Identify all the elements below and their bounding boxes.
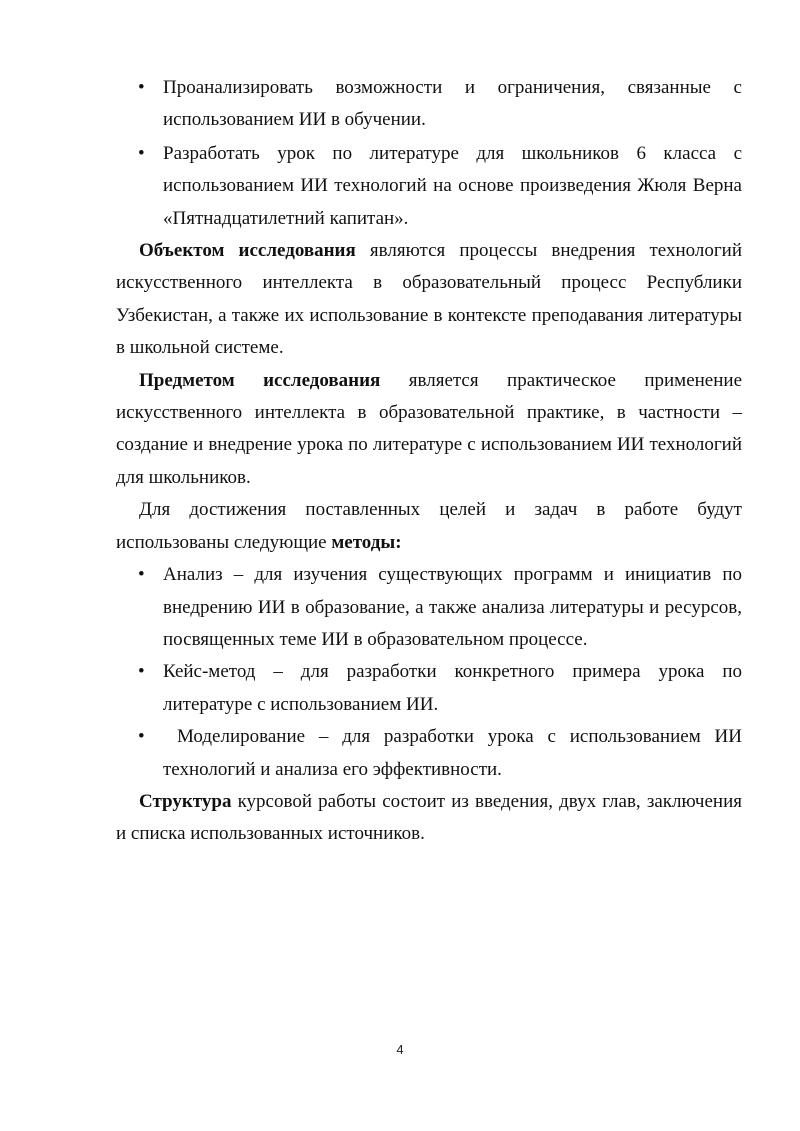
bullet-icon: • bbox=[138, 142, 145, 164]
methods-intro-text: Для достижения поставленных целей и задач в работе будут использованы следующие bbox=[116, 499, 742, 553]
bullet-icon: • bbox=[138, 661, 145, 683]
bullet-icon: • bbox=[138, 726, 145, 748]
list-item-text: Проанализировать возможности и ограничения, связанные с использованием ИИ в обучении. bbox=[163, 77, 742, 131]
subject-paragraph bbox=[116, 365, 742, 495]
subject-term: Предметом исследования bbox=[139, 369, 381, 391]
object-text: являются процессы внедрения технологий искусственного интеллекта в образовательный процесс Республики Узбекистан, а также их использование в контексте преподавания литературы в школьной системе. bbox=[116, 240, 742, 359]
structure-text: курсовой работы состоит из введения, двух глав, заключения и списка использованных источников. bbox=[116, 790, 742, 845]
methods-intro-paragraph bbox=[116, 494, 742, 559]
bullet-icon: • bbox=[138, 77, 145, 98]
list-item bbox=[116, 138, 742, 235]
list-item-text: Анализ – для изучения существующих программ и инициатив по внедрению ИИ в образование, а также анализа литературы и ресурсов, посвященных теме ИИ в образовательном процессе. bbox=[163, 564, 742, 650]
list-item bbox=[116, 72, 742, 137]
list-item bbox=[116, 656, 742, 721]
object-term: Объектом исследования bbox=[139, 240, 356, 262]
methods-list bbox=[116, 559, 742, 786]
structure-term: Структура bbox=[139, 790, 232, 812]
bullet-icon: • bbox=[138, 564, 145, 586]
page-number: 4 bbox=[396, 1042, 404, 1057]
list-item bbox=[116, 559, 742, 656]
methods-term: методы: bbox=[331, 531, 402, 553]
structure-paragraph bbox=[116, 786, 742, 851]
list-item-text: Кейс-метод – для разработки конкретного примера урока по литературе с использованием ИИ. bbox=[163, 661, 742, 715]
subject-text: является практическое применение искусственного интеллекта в образовательной практике, в частности – создание и внедрение урока по литературе с использованием ИИ технологий для школьников. bbox=[116, 369, 742, 488]
page-content bbox=[116, 72, 742, 851]
list-item bbox=[116, 721, 742, 786]
list-item-text: Моделирование – для разработки урока с использованием ИИ технологий и анализа его эффективности. bbox=[163, 726, 742, 780]
list-item-text: Разработать урок по литературе для школьников 6 класса с использованием ИИ технологий на основе произведения Жюля Верна «Пятнадцатилетний капитан». bbox=[163, 142, 742, 229]
object-paragraph bbox=[116, 235, 742, 365]
tasks-list bbox=[116, 72, 742, 235]
